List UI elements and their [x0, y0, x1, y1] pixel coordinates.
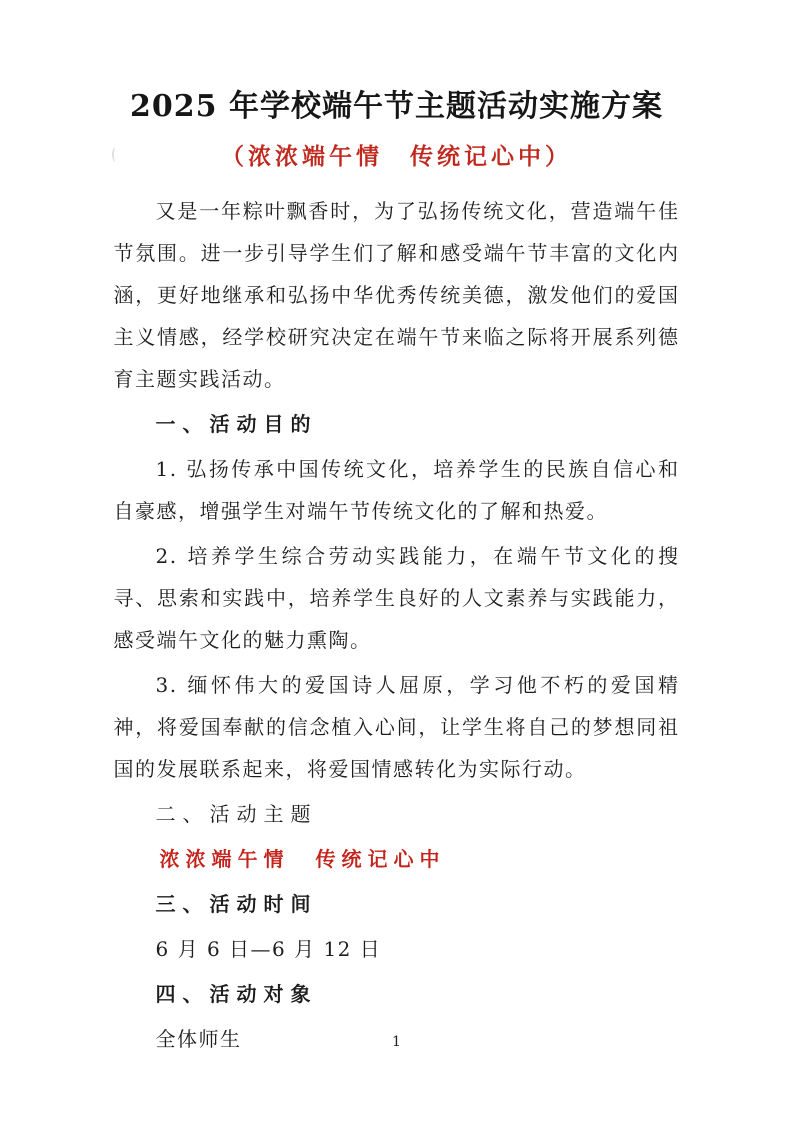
document-title: 2025 年学校端午节主题活动实施方案	[130, 89, 663, 124]
section-2-heading: 二、活动主题	[155, 802, 318, 826]
activity-time-text: 6 月 6 日—6 月 12 日	[155, 937, 382, 961]
section-1-item-2: 2. 培养学生综合劳动实践能力，在端午节文化的搜寻、思索和实践中，培养学生良好的人文素养与实践能力，感受端午文化的魅力熏陶。	[113, 544, 680, 652]
activity-theme-text: 浓浓端午情 传统记心中	[159, 847, 446, 871]
document-body	[114, 190, 680, 1060]
page-footer	[0, 1034, 793, 1050]
document-subtitle: （浓浓端午情 传统记心中）	[221, 143, 572, 170]
section-3-heading: 三、活动时间	[155, 892, 318, 916]
activity-audience-text: 全体师生	[155, 1027, 242, 1051]
section-1-item-3: 3. 缅怀伟大的爱国诗人屈原，学习他不朽的爱国精神，将爱国奉献的信念植入心间，让学生将自己的梦想同祖国的发展联系起来，将爱国情感转化为实际行动。	[113, 673, 680, 781]
section-1-heading: 一、活动目的	[155, 412, 318, 436]
section-4-heading: 四、活动对象	[155, 982, 318, 1006]
scan-artifact	[112, 147, 119, 162]
section-1-item-1: 1. 弘扬传承中国传统文化，培养学生的民族自信心和自豪感，增强学生对端午节传统文化的了解和热爱。	[113, 457, 680, 523]
page-number: 1	[392, 1034, 401, 1050]
intro-paragraph: 又是一年粽叶飘香时，为了弘扬传统文化，营造端午佳节氛围。进一步引导学生们了解和感受端午节丰富的文化内涵，更好地继承和弘扬中华优秀传统美德，激发他们的爱国主义情感，经学校研究决定在端午节来临之际将开展系列德育主题实践活动。	[113, 199, 680, 391]
